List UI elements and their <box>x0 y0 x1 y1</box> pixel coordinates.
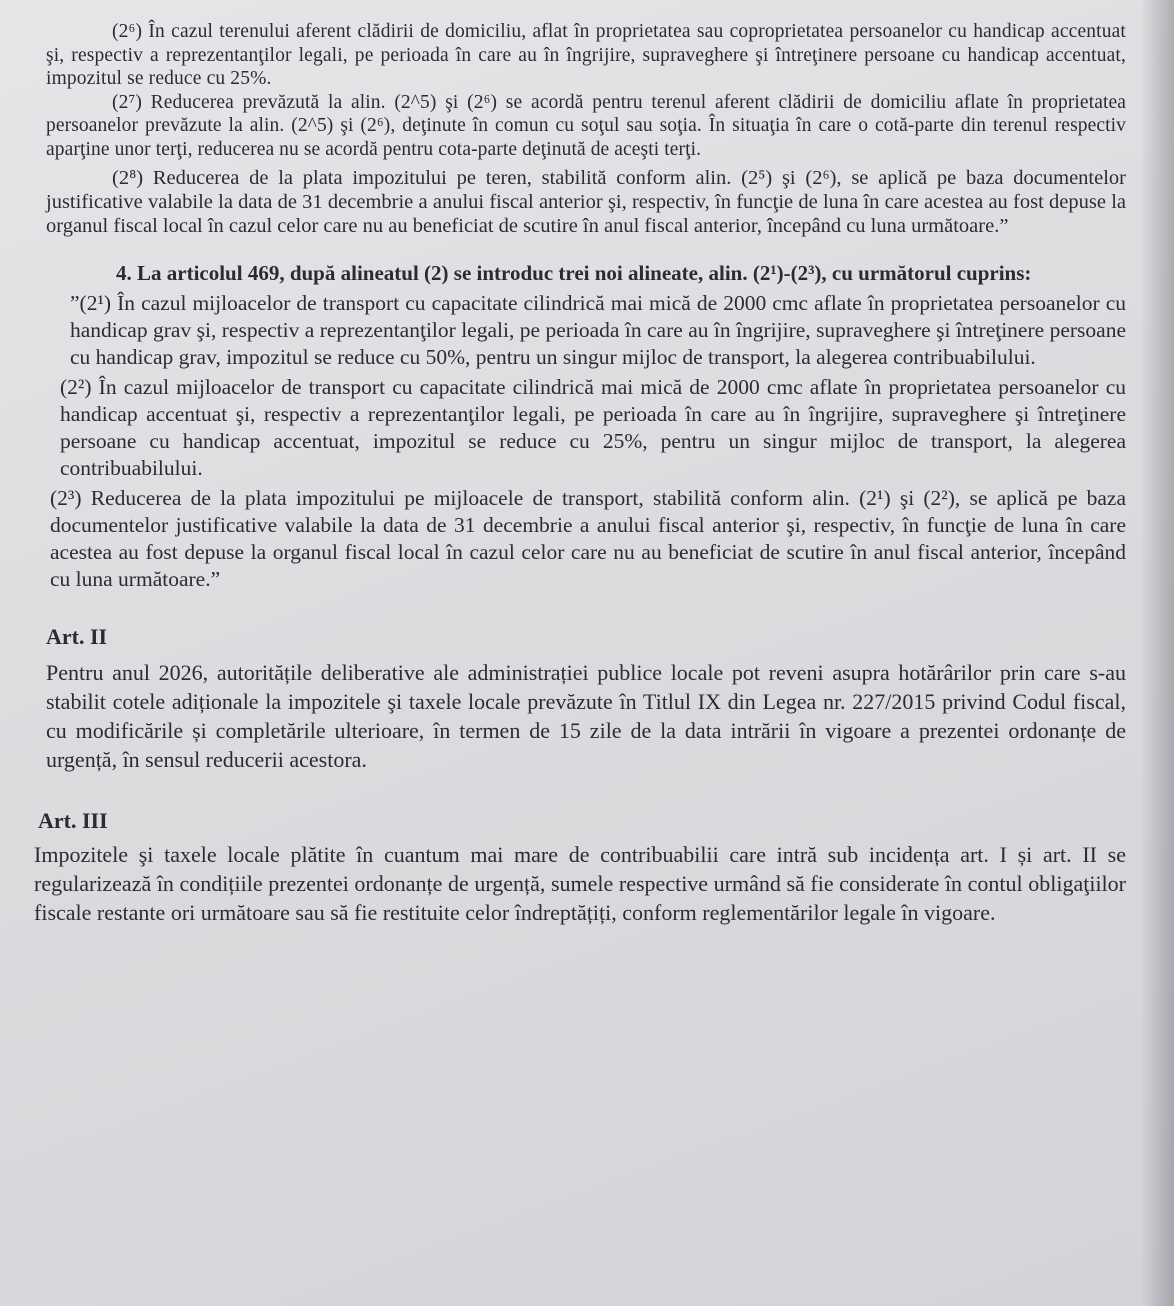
point-4-heading: 4. La articolul 469, după alineatul (2) se introduc trei noi alineate, alin. (2¹)-(2³), cu următorul cuprins: <box>116 261 1032 285</box>
alineat-2-2-text: În cazul mijloacelor de transport cu capacitate cilindrică mai mică de 2000 cmc aflate în proprietatea persoanelor cu handicap accentuat şi, respectiv a reprezentanţilor legali, pe perioada în care au în îngrijire, supraveghere şi întreţinere persoane cu handicap accentuat, impozitul se reduce cu 25%, pentru un singur mijloc de transport, la alegerea contribuabilului. <box>60 375 1127 480</box>
alineat-2-3 <box>46 485 1126 593</box>
paragraph-2-7-text: Reducerea prevăzută la alin. (2^5) şi (2⁶) se acordă pentru terenul aferent clădirii de domiciliu aflate în proprietatea persoanelor prevăzute la alin. (2^5) şi (2⁶), deţinute în comun cu soţul sau soţia. În situaţia în care o cotă-parte din terenul respectiv aparţine unor terţi, reducerea nu se acordă pentru cota-parte deţinută de aceşti terţi. <box>46 91 1126 160</box>
page-shadow <box>1140 0 1174 1306</box>
alineat-2-1-number: ”(2¹) <box>70 291 112 315</box>
alineat-2-2 <box>46 374 1126 482</box>
paragraph-2-7 <box>46 91 1126 162</box>
paragraph-2-7-number: (2⁷) <box>112 91 142 113</box>
paragraph-2-8-number: (2⁸) <box>112 167 144 189</box>
art-2-title: Art. II <box>46 624 108 649</box>
alineat-2-1 <box>46 290 1126 371</box>
art-2-text: Pentru anul 2026, autoritățile deliberative ale administrației publice locale pot reveni asupra hotărârilor prin care s-au stabilit cotele adiționale la impozitele şi taxele locale prevăzute în Titlul IX din Legea nr. 227/2015 privind Codul fiscal, cu modificările și completările ulterioare, în termen de 15 zile de la data intrării în vigoare a prezentei ordonanțe de urgență, în sensul reducerii acestora. <box>46 660 1126 772</box>
alineat-2-3-number: (2³) <box>50 486 82 510</box>
paragraph-2-6-text: În cazul terenului aferent clădirii de domiciliu, aflat în proprietatea sau coproprietatea persoanelor cu handicap accentuat şi, respectiv a reprezentanţilor legali, pe perioada în care au în îngrijire, supraveghere şi întreţinere persoane cu handicap accentuat, impozitul se reduce cu 25%. <box>46 21 1126 89</box>
paragraph-2-6 <box>46 20 1126 91</box>
alineat-2-1-text: În cazul mijloacelor de transport cu capacitate cilindrică mai mică de 2000 cmc aflate în proprietatea persoanelor cu handicap grav şi, respectiv a reprezentanţilor legali, pe perioada în care au în îngrijire, supraveghere şi întreţinere persoane cu handicap grav, impozitul se reduce cu 50%, pentru un singur mijloc de transport, la alegerea contribuabilului. <box>70 291 1126 369</box>
alineat-2-2-number: (2²) <box>60 375 92 399</box>
paragraph-2-6-number: (2⁶) <box>112 21 143 42</box>
paragraph-2-8 <box>46 166 1126 238</box>
alineat-2-3-text: Reducerea de la plata impozitului pe mijloacele de transport, stabilită conform alin. (2¹) şi (2²), se aplică pe baza documentelor justificative valabile la data de 31 decembrie a anului fiscal anterior şi, respectiv, în funcţie de luna în care acestea au fost depuse la organul fiscal local în cazul celor care nu au beneficiat de scutire în anul fiscal anterior, începând cu luna următoare.” <box>50 486 1126 591</box>
art-3-title: Art. III <box>38 808 108 833</box>
art-3-text: Impozitele şi taxele locale plătite în cuantum mai mare de contribuabilii care intră sub incidența art. I și art. II se regularizează în condițiile prezentei ordonanțe de urgență, sumele respective urmând să fie considerate în contul obligaţiilor fiscale restante ori următoare sau să fie restituite celor îndreptățiți, conform reglementărilor legale în vigoare. <box>34 842 1126 925</box>
document-body <box>34 20 1127 927</box>
paragraph-2-8-text: Reducerea de la plata impozitului pe teren, stabilită conform alin. (2⁵) şi (2⁶), se aplică pe baza documentelor justificative valabile la data de 31 decembrie a anului fiscal anterior şi, respectiv, în funcţie de luna în care acestea au fost depuse la organul fiscal local în cazul celor care nu au beneficiat de scutire în anul fiscal anterior, începând cu luna următoare.” <box>46 167 1126 237</box>
